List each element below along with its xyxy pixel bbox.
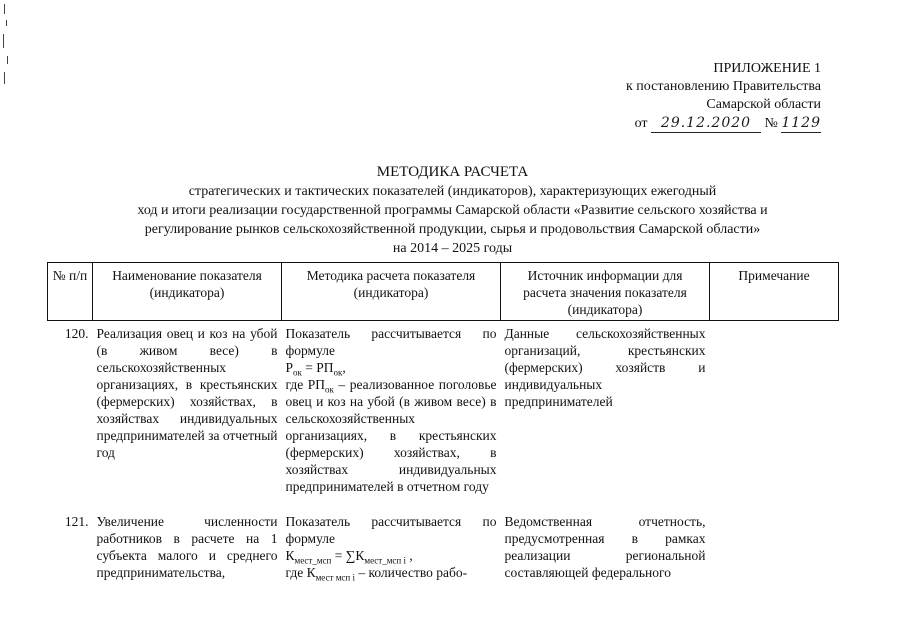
number-label: № <box>764 116 778 131</box>
table-header-row <box>48 263 839 321</box>
heading-line-3: регулирование рынков сельскохозяйственной продукции, сырья и продовольствия Самарской области» <box>144 222 761 237</box>
handwritten-date: 29.12.2020 <box>651 114 761 133</box>
row-number: 120. <box>64 326 89 341</box>
formula: $К_{мест\_мсп} = \sum К_{мест\_мсп i}$ , <box>285 548 413 566</box>
method-explanation: где $РП_{ок}$ – реализованное поголовье овец и коз на убой (в живом весе) в сельскохозяйственных организациях, в крестьянских (фермерских) хозяйствах, в хозяйствах индивидуальных предпринимателей в отчетном году <box>285 377 497 494</box>
appendix-title: ПРИЛОЖЕНИЕ 1 <box>713 61 821 76</box>
method-explanation: где $К_{мест мсп i}$ – количество рабо- <box>285 565 468 583</box>
document-heading <box>0 163 905 258</box>
document-title: МЕТОДИКА РАСЧЕТА <box>376 164 529 180</box>
heading-line-4: на 2014 – 2025 годы <box>392 241 513 256</box>
calculation-method <box>282 321 501 512</box>
method-intro: Показатель рассчитывается по формуле <box>285 326 497 358</box>
indicator-name: Реализация овец и коз на убой (в живом весе) в сельскохозяйственных организациях, в крестьянских (фермерских) хозяйствах, в хозяйствах индивидуальных предпринимателей за отчетный год <box>96 326 278 460</box>
appendix-line-2: к постановлению Правительства <box>625 79 821 94</box>
heading-line-1: стратегических и тактических показателей (индикаторов), характеризующих ежегодный <box>188 184 717 199</box>
indicator-table <box>47 262 839 581</box>
header-source: Источник информации для расчета значения показателя (индикатора) <box>501 263 710 321</box>
scan-edge-marks <box>0 0 12 100</box>
header-name: Наименование показателя (индикатора) <box>93 263 282 321</box>
handwritten-number: 1129 <box>781 115 821 131</box>
appendix-signature-line <box>626 114 821 133</box>
header-note: Примечание <box>710 263 839 321</box>
note <box>710 511 839 581</box>
table-row <box>48 321 839 512</box>
from-label: от <box>634 116 648 131</box>
table-row <box>48 511 839 581</box>
note <box>710 321 839 512</box>
indicator-name: Увеличение численности работников в расчете на 1 субъекта малого и среднего предпринимательства, <box>96 514 278 580</box>
appendix-line-3: Самарской области <box>706 97 821 112</box>
appendix-header <box>626 60 821 133</box>
data-source: Данные сельскохозяйственных организаций, крестьянских (фермерских) хозяйств и индивидуальных предпринимателей <box>504 326 706 409</box>
header-num: № п/п <box>48 263 93 321</box>
formula: $Р_{ок} = РП_{ок}$, <box>285 360 346 378</box>
header-method: Методика расчета показателя (индикатора) <box>282 263 501 321</box>
calculation-method <box>282 511 501 581</box>
row-number: 121. <box>64 514 89 529</box>
method-intro: Показатель рассчитывается по формуле <box>285 514 497 546</box>
heading-line-2: ход и итоги реализации государственной программы Самарской области «Развитие сельского хозяйства и <box>137 203 768 218</box>
data-source: Ведомственная отчетность, предусмотренная в рамках реализации региональной составляющей федерального <box>504 514 706 580</box>
